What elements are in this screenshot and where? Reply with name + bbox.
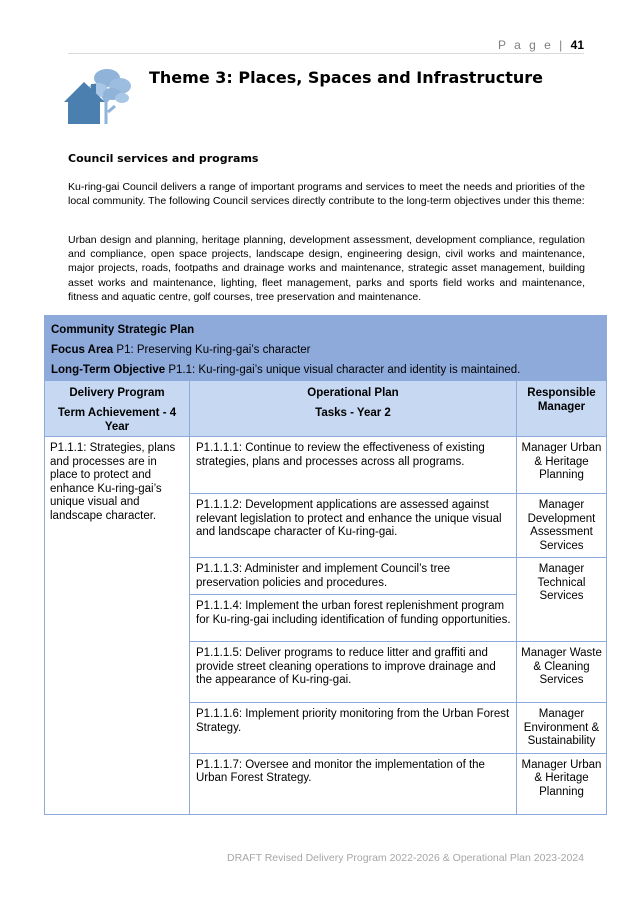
term-achievement-cell: P1.1.1: Strategies, plans and processes are in place to protect and enhance Ku-ring-gai’s unique visual and landscape character.: [45, 437, 190, 815]
footer-text: DRAFT Revised Delivery Program 2022-2026 & Operational Plan 2023-2024: [227, 852, 584, 864]
intro-paragraph: Ku-ring-gai Council delivers a range of important programs and services to meet the needs and priorities of the local community. The following Council services directly contribute to the long-term objectives under this theme:: [68, 181, 585, 208]
task-text: P1.1.1.3: Administer and implement Council’s tree preservation policies and procedures.: [190, 558, 517, 595]
task-manager: Manager Technical Services: [517, 558, 607, 642]
focus-area-label: Focus Area: [51, 344, 114, 356]
delivery-program-table: [44, 315, 607, 815]
col-header-responsible-manager: Responsible Manager: [517, 381, 607, 437]
csp-header: [45, 316, 607, 381]
section-heading: Council services and programs: [68, 152, 259, 165]
task-text: P1.1.1.1: Continue to review the effectiveness of existing strategies, plans and processes across all programs.: [190, 437, 517, 494]
task-text: P1.1.1.2: Development applications are assessed against relevant legislation to protect and enhance the unique visual and landscape character of Ku-ring-gai.: [190, 494, 517, 558]
task-text: P1.1.1.4: Implement the urban forest replenishment program for Ku-ring-gai including identification of funding opportunities.: [190, 595, 517, 642]
task-manager: Manager Development Assessment Services: [517, 494, 607, 558]
focus-area-text: P1: Preserving Ku-ring-gai’s character: [113, 344, 311, 356]
task-manager: Manager Waste & Cleaning Services: [517, 642, 607, 703]
theme-title: Theme 3: Places, Spaces and Infrastructure: [149, 68, 543, 87]
col-header-delivery-program: Delivery Program Term Achievement - 4 Year: [45, 381, 190, 437]
task-manager: Manager Urban & Heritage Planning: [517, 437, 607, 494]
header-rule: [68, 53, 584, 54]
csp-label: Community Strategic Plan: [51, 324, 195, 336]
services-paragraph: Urban design and planning, heritage planning, development assessment, development compliance, regulation and compliance, open space projects, landscape design, engineering design, civil works and maintenance, major projects, roads, footpaths and drainage works and maintenance, strategic asset management, building asset works and maintenance, lighting, fleet management, parks and sports field works and maintenance, fitness and aquatic centre, golf courses, tree preservation and maintenance.: [68, 234, 585, 303]
task-text: P1.1.1.7: Oversee and monitor the implementation of the Urban Forest Strategy.: [190, 753, 517, 814]
objective-text: P1.1: Ku-ring-gai’s unique visual character and identity is maintained.: [165, 364, 521, 376]
page-number: P a g e | 41: [498, 38, 584, 52]
objective-label: Long-Term Objective: [51, 364, 166, 376]
col-header-operational-plan: Operational Plan Tasks - Year 2: [190, 381, 517, 437]
task-text: P1.1.1.6: Implement priority monitoring from the Urban Forest Strategy.: [190, 703, 517, 754]
task-manager: Manager Environment & Sustainability: [517, 703, 607, 754]
house-tree-icon: [62, 66, 134, 126]
task-manager: Manager Urban & Heritage Planning: [517, 753, 607, 814]
task-text: P1.1.1.5: Deliver programs to reduce litter and graffiti and provide street cleaning operations to improve drainage and the appearance of Ku-ring-gai.: [190, 642, 517, 703]
